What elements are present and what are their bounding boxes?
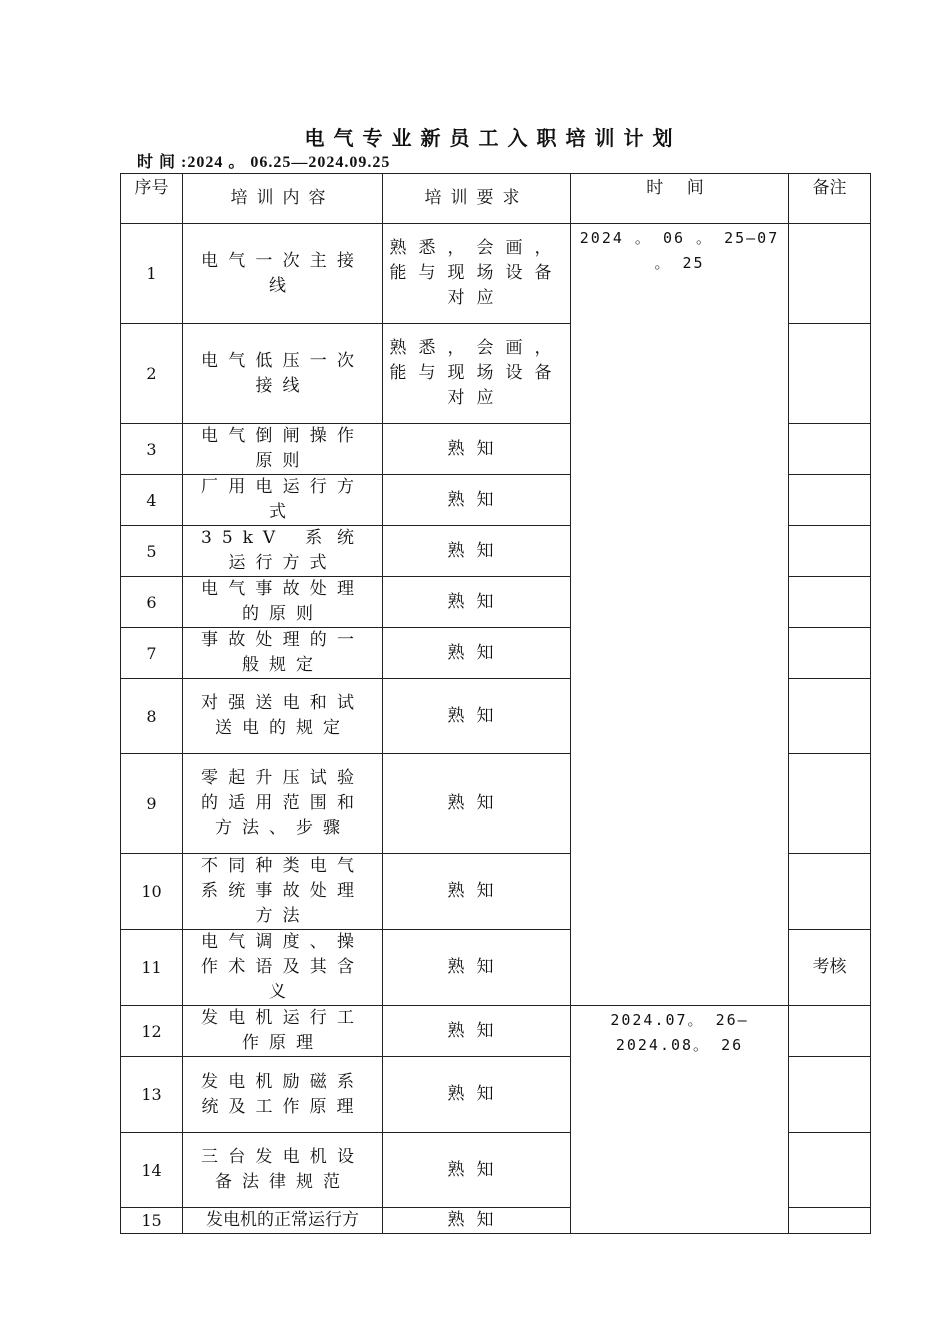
- training-content: 对强送电和试送电的规定: [183, 679, 383, 754]
- training-requirement: 熟悉，会画，能与现场设备对应: [383, 324, 571, 424]
- training-period: 时 间 :2024 。 06.25—2024.09.25: [137, 154, 391, 171]
- training-requirement: 熟知: [383, 930, 571, 1006]
- training-requirement: 熟知: [383, 1057, 571, 1133]
- training-content: 电气调度、操作术语及其含义: [183, 930, 383, 1006]
- document-title: 电气专业新员工入职培训计划: [304, 126, 682, 150]
- row-number: 8: [121, 679, 183, 754]
- row-number: 9: [121, 754, 183, 854]
- row-number: 3: [121, 424, 183, 475]
- table-row: [121, 1006, 871, 1057]
- training-requirement: 熟知: [383, 424, 571, 475]
- row-number: 1: [121, 224, 183, 324]
- row-note: [789, 424, 871, 475]
- header-content: 培训内容: [183, 174, 383, 224]
- row-note: [789, 628, 871, 679]
- row-note: [789, 475, 871, 526]
- row-note: [789, 854, 871, 930]
- header-requirement: 培训要求: [383, 174, 571, 224]
- training-requirement: 熟知: [383, 1006, 571, 1057]
- header-note: 备注: [789, 174, 871, 224]
- training-content: 发电机运行工作原理: [183, 1006, 383, 1057]
- training-requirement: 熟知: [383, 628, 571, 679]
- training-requirement: 熟知: [383, 475, 571, 526]
- row-number: 5: [121, 526, 183, 577]
- header-seq: 序号: [121, 174, 183, 224]
- training-content: 电气倒闸操作原则: [183, 424, 383, 475]
- time-block-2: 2024.07。 26—2024.08。 26: [571, 1006, 789, 1234]
- training-content: 事故处理的一般规定: [183, 628, 383, 679]
- training-requirement: 熟知: [383, 577, 571, 628]
- row-note: [789, 754, 871, 854]
- training-requirement: 熟悉，会画，能与现场设备对应: [383, 224, 571, 324]
- row-number: 4: [121, 475, 183, 526]
- training-requirement: 熟知: [383, 679, 571, 754]
- row-number: 11: [121, 930, 183, 1006]
- training-plan-table: [120, 173, 871, 1234]
- row-number: 10: [121, 854, 183, 930]
- row-note: [789, 577, 871, 628]
- training-content: 电气低压一次接线: [183, 324, 383, 424]
- row-number: 12: [121, 1006, 183, 1057]
- row-note: [789, 526, 871, 577]
- row-note: [789, 679, 871, 754]
- row-number: 15: [121, 1208, 183, 1234]
- row-note: [789, 324, 871, 424]
- row-note: [789, 1133, 871, 1208]
- training-content: 发电机励磁系统及工作原理: [183, 1057, 383, 1133]
- training-content: 35kV 系统运行方式: [183, 526, 383, 577]
- row-number: 13: [121, 1057, 183, 1133]
- row-number: 7: [121, 628, 183, 679]
- row-number: 6: [121, 577, 183, 628]
- training-content: 三台发电机设备法律规范: [183, 1133, 383, 1208]
- training-requirement: 熟知: [383, 1208, 571, 1234]
- training-requirement: 熟知: [383, 526, 571, 577]
- training-content: 电气一次主接线: [183, 224, 383, 324]
- row-note: 考核: [789, 930, 871, 1006]
- training-requirement: 熟知: [383, 1133, 571, 1208]
- row-note: [789, 224, 871, 324]
- time-block-1: 2024 。 06 。 25—07 。 25: [571, 224, 789, 1006]
- training-content: 零起升压试验的适用范围和方法、步骤: [183, 754, 383, 854]
- row-note: [789, 1208, 871, 1234]
- header-time: 时 间: [571, 174, 789, 224]
- row-note: [789, 1057, 871, 1133]
- table-row: [121, 224, 871, 324]
- row-number: 2: [121, 324, 183, 424]
- row-note: [789, 1006, 871, 1057]
- training-content: 发电机的正常运行方: [183, 1208, 383, 1234]
- training-requirement: 熟知: [383, 854, 571, 930]
- row-number: 14: [121, 1133, 183, 1208]
- training-content: 不同种类电气系统事故处理方法: [183, 854, 383, 930]
- training-requirement: 熟知: [383, 754, 571, 854]
- training-content: 厂用电运行方式: [183, 475, 383, 526]
- training-content: 电气事故处理的原则: [183, 577, 383, 628]
